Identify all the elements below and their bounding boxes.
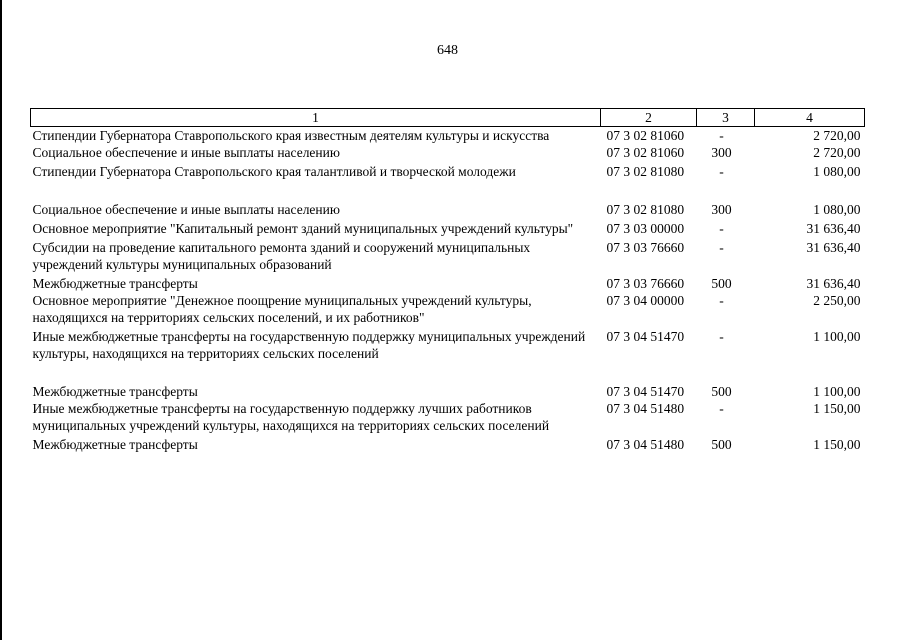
column-header-type: 3 — [697, 109, 755, 127]
row-code: 07 3 04 51480 — [606, 401, 685, 416]
table-row — [31, 163, 865, 201]
row-code: 07 3 02 81080 — [606, 164, 685, 179]
row-amount: 31 636,40 — [806, 276, 861, 291]
table-row — [31, 436, 865, 453]
column-header-name: 1 — [31, 109, 601, 127]
row-code: 07 3 04 51470 — [606, 329, 685, 344]
row-name: Основное мероприятие "Денежное поощрение муниципальных учреждений культуры, находящихся на территориях сельских поселений, и их работников" — [32, 293, 532, 325]
row-amount: 31 636,40 — [806, 240, 861, 255]
row-amount: 1 150,00 — [813, 437, 861, 452]
budget-table — [30, 108, 865, 453]
row-name: Стипендии Губернатора Ставропольского края известным деятелям культуры и искусства — [32, 128, 550, 143]
table-row — [31, 275, 865, 292]
row-type: 500 — [711, 276, 732, 291]
row-code: 07 3 04 00000 — [606, 293, 685, 308]
row-name: Социальное обеспечение и иные выплаты населению — [32, 202, 340, 217]
table-row — [31, 201, 865, 220]
row-amount: 1 150,00 — [813, 401, 861, 416]
row-type: - — [719, 293, 724, 308]
row-name: Межбюджетные трансферты — [32, 276, 198, 291]
row-type: - — [719, 240, 724, 255]
row-code: 07 3 02 81060 — [606, 145, 685, 160]
row-code: 07 3 04 51470 — [606, 384, 685, 399]
table-row — [31, 144, 865, 163]
row-amount: 2 720,00 — [813, 145, 861, 160]
row-name: Иные межбюджетные трансферты на государственную поддержку муниципальных учреждений культуры, находящихся на территориях сельских поселений — [32, 329, 586, 361]
row-code: 07 3 02 81080 — [606, 202, 685, 217]
row-amount: 1 080,00 — [813, 164, 861, 179]
table-row — [31, 328, 865, 383]
table-row — [31, 292, 865, 328]
table-header-row — [31, 109, 865, 127]
row-code: 07 3 02 81060 — [606, 128, 685, 143]
scan-left-border — [0, 0, 2, 640]
row-amount: 1 100,00 — [813, 329, 861, 344]
row-amount: 1 080,00 — [813, 202, 861, 217]
column-header-code: 2 — [601, 109, 697, 127]
row-amount: 2 250,00 — [813, 293, 861, 308]
column-header-amount: 4 — [755, 109, 865, 127]
row-code: 07 3 03 76660 — [606, 240, 685, 255]
table-row — [31, 383, 865, 400]
row-type: - — [719, 221, 724, 236]
row-type: 300 — [711, 202, 732, 217]
table-row — [31, 400, 865, 436]
page-number: 648 — [437, 43, 458, 58]
row-type: 500 — [711, 384, 732, 399]
row-amount: 2 720,00 — [813, 128, 861, 143]
row-type: - — [719, 128, 724, 143]
row-code: 07 3 03 76660 — [606, 276, 685, 291]
row-name: Основное мероприятие "Капитальный ремонт зданий муниципальных учреждений культуры" — [32, 221, 574, 236]
row-name: Субсидии на проведение капитального ремонта зданий и сооружений муниципальных учреждений культуры муниципальных образований — [32, 240, 531, 272]
row-code: 07 3 03 00000 — [606, 221, 685, 236]
row-name: Межбюджетные трансферты — [32, 384, 198, 399]
row-type: 300 — [711, 145, 732, 160]
row-amount: 31 636,40 — [806, 221, 861, 236]
table-row — [31, 239, 865, 275]
row-type: - — [719, 401, 724, 416]
row-name: Иные межбюджетные трансферты на государственную поддержку лучших работников муниципальных учреждений культуры, находящихся на территориях сельских поселений — [32, 401, 550, 433]
table-row — [31, 220, 865, 239]
row-code: 07 3 04 51480 — [606, 437, 685, 452]
row-type: 500 — [711, 437, 732, 452]
row-name: Межбюджетные трансферты — [32, 437, 198, 452]
row-type: - — [719, 329, 724, 344]
row-name: Стипендии Губернатора Ставропольского края талантливой и творческой молодежи — [32, 164, 516, 179]
row-name: Социальное обеспечение и иные выплаты населению — [32, 145, 340, 160]
row-type: - — [719, 164, 724, 179]
row-amount: 1 100,00 — [813, 384, 861, 399]
table-row — [31, 127, 865, 145]
